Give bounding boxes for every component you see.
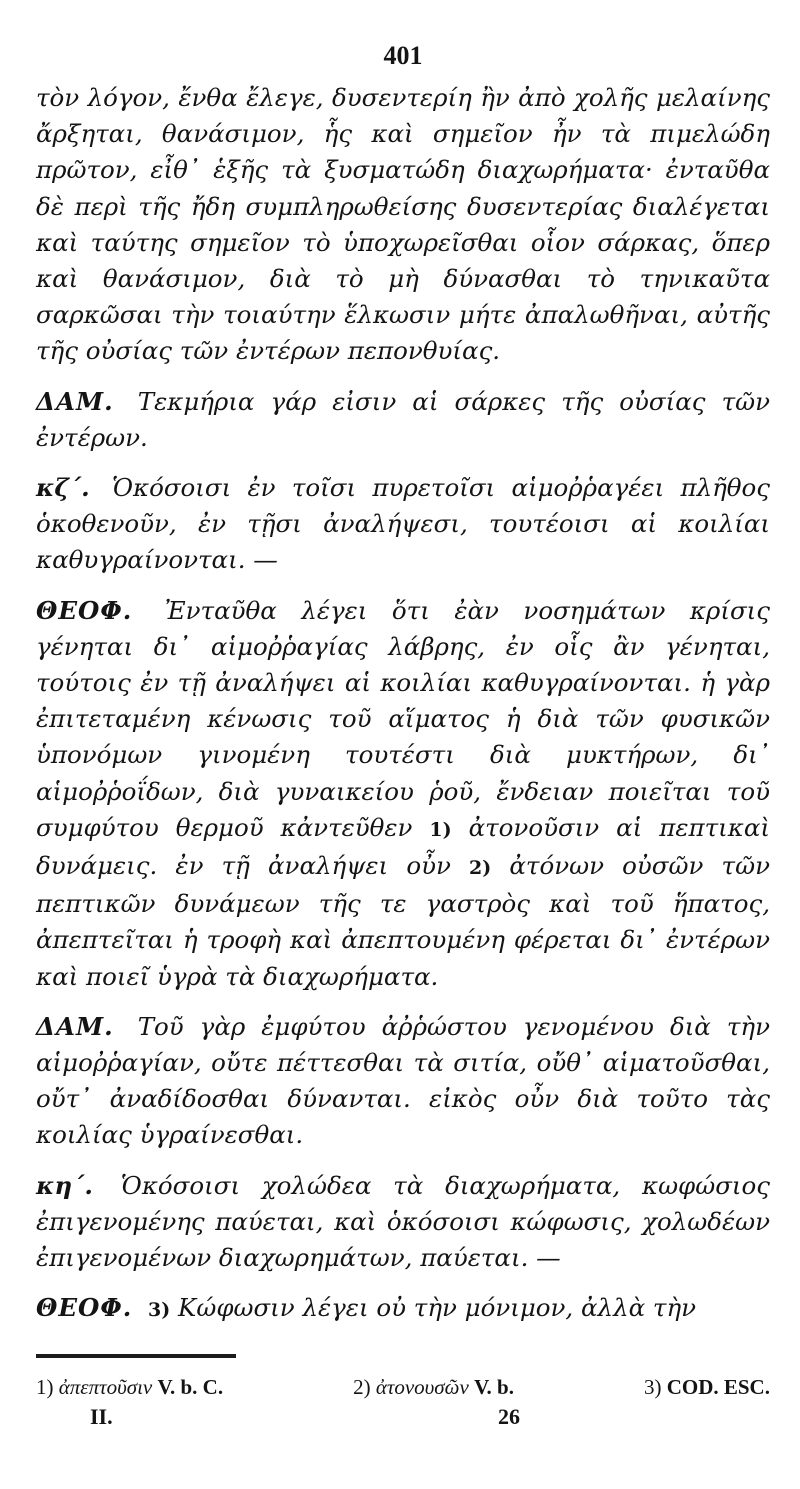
paragraph-text: ἀτονοῦσιν αἱ πεπτικαὶ δυνάμεις. ἐν τῇ ἀναλήψει οὖν [36, 812, 770, 881]
page-number: 401 [383, 41, 423, 70]
page-footer [36, 1354, 770, 1432]
footnote-source: V. b. [474, 1375, 514, 1399]
footnote-source: V. b. C. [157, 1375, 224, 1399]
paragraph-text: Ἐνταῦθα λέγει ὅτι ἐὰν νοσημάτων κρίσις γένηται δι᾽ αἱμοῤῥαγίας λάβρης, ἐν οἷς ἂν γένηται, τούτοις ἐν τῇ ἀναλήψει αἱ κοιλίαι καθυγραίνονται. ἡ γὰρ ἐπιτεταμένη κένωσις τοῦ αἵματος ἡ διὰ τῶν φυσικῶν ὑπονόμων γινομένη τουτέστι διὰ μυκτήρων, δι᾽ αἱμοῤῥοΐδων, διὰ γυναικείου ῥοῦ, ἔνδειαν ποιεῖται τοῦ συμφύτου θερμοῦ κἀντεῦθεν [36, 595, 770, 842]
footnote-marker: 2) [353, 1375, 371, 1399]
paragraph-text: Κώφωσιν λέγει οὐ τὴν μόνιμον, ἀλλὰ τὴν [178, 1293, 697, 1323]
paragraph-text: τὸν λόγον, ἔνθα ἔλεγε, δυσεντερίη ἢν ἀπὸ χολῆς μελαίνης ἄρξηται, θανάσιμον, ἧς καὶ σημεῖον ἦν τὰ πιμελώδη πρῶτον, εἶθ᾽ ἑξῆς τὰ ξυσματώδη διαχωρήματα· ἐνταῦθα δὲ περὶ τῆς ἤδη συμπληρωθείσης δυσεντερίας διαλέγεται καὶ ταύτης σημεῖον τὸ ὑποχωρεῖσθαι οἷον σάρκας, ὅπερ καὶ θανάσιμον, διὰ τὸ μὴ δύνασθαι τὸ τηνικαῦτα σαρκῶσαι τὴν τοιαύτην ἕλκωσιν μήτε ἀπαλωθῆναι, αὐτῆς τῆς οὐσίας τῶν ἐντέρων πεπονθυίας. [36, 83, 770, 366]
paragraph-text: Τοῦ γὰρ ἐμφύτου ἀῤῥώστου γενομένου διὰ τὴν αἱμοῤῥαγίαν, οὔτε πέττεσθαι τὰ σιτία, οὔθ᾽ αἱματοῦσθαι, οὔτ᾽ ἀναδίδοσθαι δύνανται. εἰκὸς οὖν διὰ τοῦτο τὰς κοιλίας ὑγραίνεσθαι. [36, 1011, 770, 1150]
footnote-marker: 1) [36, 1375, 54, 1399]
footnote [36, 1372, 223, 1402]
volume-number: II. [90, 1404, 113, 1429]
speaker-label: ΘΕΟΦ. [36, 595, 133, 625]
aphorism-27 [36, 470, 770, 579]
aphorism-number: κη´. [36, 1170, 93, 1200]
footnote-source: COD. ESC. [666, 1375, 770, 1399]
aphorism-number: κζ´. [36, 473, 90, 503]
speaker-label: ΔΑΜ. [36, 1011, 114, 1041]
footnote-ref: 2) [469, 857, 492, 880]
paragraph-damascius-2 [36, 1009, 770, 1154]
aphorism-text: Ὁκόσοισι ἐν τοῖσι πυρετοῖσι αἱμοῤῥαγέει πλῆθος ὁκοθενοῦν, ἐν τῇσι ἀναλήψεσι, τουτέοισι αἱ κοιλίαι καθυγραίνονται. — [36, 473, 770, 575]
paragraph-continuation [36, 80, 770, 370]
paragraph-text: ἀτόνων οὐσῶν τῶν πεπτικῶν δυνάμεων τῆς τε γαστρὸς καὶ τοῦ ἥπατος, ἀπεπτεῖται ἡ τροφὴ καὶ ἀπεπτουμένη φέρεται δι᾽ ἐντέρων καὶ ποιεῖ ὑγρὰ τὰ διαχωρήματα. [36, 851, 770, 991]
footnote-rule [36, 1354, 236, 1358]
footnote [644, 1372, 770, 1402]
footnote-variant: ἀπεπτοῦσιν [58, 1375, 153, 1399]
aphorism-28 [36, 1168, 770, 1277]
paragraph-damascius-1 [36, 384, 770, 456]
footnote [353, 1372, 514, 1402]
footnote-ref: 3) [148, 1299, 171, 1322]
speaker-label: ΔΑΜ. [36, 386, 114, 416]
footnotes [36, 1372, 770, 1402]
speaker-label: ΘΕΟΦ. [36, 1293, 133, 1323]
paragraph-theophilus-2 [36, 1290, 770, 1328]
paragraph-text: Τεκμήρια γάρ εἰσιν αἱ σάρκες τῆς οὐσίας τῶν ἐντέρων. [36, 386, 771, 452]
footnote-ref: 1) [429, 818, 452, 841]
sheet-number: 26 [498, 1404, 520, 1429]
aphorism-text: Ὁκόσοισι χολώδεα τὰ διαχωρήματα, κωφώσιος ἐπιγενομένης παύεται, καὶ ὁκόσοισι κώφωσις, χολωδέων ἐπιγενομένων διαχωρημάτων, παύεται. — [36, 1170, 770, 1273]
printer-signature [36, 1402, 770, 1432]
paragraph-theophilus-1 [36, 593, 770, 995]
footnote-marker: 3) [643, 1375, 662, 1399]
main-text [36, 80, 770, 1329]
footnote-variant: ἀτονουσῶν [375, 1375, 469, 1399]
